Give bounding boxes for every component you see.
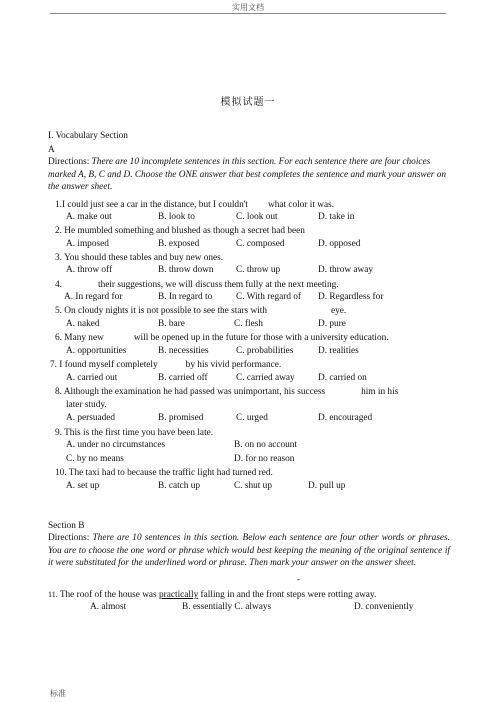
directions-a: [48, 156, 450, 194]
option[interactable]: A. carried out: [66, 373, 118, 383]
option[interactable]: C. carried away: [236, 373, 295, 383]
option[interactable]: D. for no reason: [234, 454, 295, 464]
question-7-stem-end: by his vivid performance.: [185, 360, 282, 370]
page-header: 实用文档: [232, 3, 264, 12]
option[interactable]: A. In regard for: [64, 292, 123, 302]
question-11-number: 11.: [48, 590, 58, 599]
question-8-stem: 8. Although the examination he had passed was unimportant, his success: [55, 387, 326, 397]
option[interactable]: D. opposed: [318, 239, 361, 249]
directions-text: There are 10 sentences in this section. Below each sentence are four other words or phrases. You are to choose the one word or phrase which would best keeping the meaning of the original sentence if it were substituted for the underlined word or phrase. Then mark your answer on the answer sheet.: [48, 533, 450, 568]
option[interactable]: C. probabilities: [236, 346, 294, 356]
option[interactable]: B. In regard to: [158, 292, 213, 302]
directions-label: Directions:: [48, 533, 90, 543]
option[interactable]: D. pure: [318, 319, 346, 329]
option[interactable]: B. promised: [158, 413, 204, 423]
option[interactable]: B. exposed: [158, 239, 200, 249]
page-title: 模拟试题一: [220, 97, 276, 108]
question-7: [50, 359, 281, 371]
option[interactable]: C. look out: [236, 212, 278, 222]
option[interactable]: B. throw down: [158, 265, 214, 275]
question-4: [55, 279, 339, 291]
option[interactable]: B. on no account: [234, 440, 297, 450]
option[interactable]: A. persuaded: [66, 413, 116, 423]
option[interactable]: D. conveniently: [354, 602, 414, 612]
question-11-stem: The roof of the house was: [57, 590, 159, 600]
question-8-continuation: later study.: [66, 400, 107, 410]
option[interactable]: C. by no means: [66, 454, 124, 464]
question-1-stem: 1.I could just see a car in the distance, but I couldn't: [55, 200, 248, 210]
option[interactable]: A. naked: [66, 319, 100, 329]
question-5-stem: 5. On cloudy nights it is not possible to see the stars with: [55, 306, 268, 316]
question-7-stem: 7. I found myself completely: [50, 360, 158, 370]
option[interactable]: C. throw up: [236, 265, 281, 275]
section-heading: I. Vocabulary Section: [48, 131, 128, 141]
page-footer: 标准: [50, 689, 66, 698]
option[interactable]: D. take in: [318, 212, 355, 222]
header-rule: [50, 13, 446, 14]
option[interactable]: B. necessities: [158, 346, 209, 356]
option[interactable]: C. shut up: [234, 481, 272, 491]
question-11-stem-end: falling in and the front steps were rotting away.: [198, 590, 377, 600]
subsection-label: A: [48, 145, 55, 155]
section-b-heading: Section B: [48, 521, 85, 531]
dash-mark: -: [297, 574, 300, 584]
question-5: [55, 305, 346, 317]
question-4-stem: their suggestions, we will discuss them fully at the next meeting.: [97, 280, 339, 290]
option[interactable]: B. look to: [158, 212, 195, 222]
option[interactable]: D. Regardless for: [318, 292, 384, 302]
option[interactable]: B. bare: [158, 319, 185, 329]
option[interactable]: D. throw away: [318, 265, 373, 275]
option[interactable]: B. essentially C. always: [182, 602, 272, 612]
question-9: 9. This is the first time you have been late.: [55, 428, 214, 438]
option[interactable]: D. realities: [318, 346, 359, 356]
question-1: [55, 199, 334, 211]
question-11: [48, 589, 376, 601]
option[interactable]: A. set up: [66, 481, 100, 491]
option[interactable]: B. carried off: [158, 373, 208, 383]
question-3: 3. You should these tables and buy new ones.: [55, 253, 224, 263]
option[interactable]: D. pull up: [308, 481, 346, 491]
directions-label: Directions:: [48, 157, 90, 167]
question-4-number: 4.: [55, 280, 62, 290]
underlined-word: practically: [159, 590, 199, 600]
option[interactable]: C. flesh: [234, 319, 263, 329]
question-6: [55, 332, 389, 344]
option[interactable]: D. encouraged: [318, 413, 373, 423]
option[interactable]: C. composed: [236, 239, 285, 249]
option[interactable]: C. urged: [236, 413, 268, 423]
question-10: 10. The taxi had to because the traffic light had turned red.: [55, 468, 273, 478]
question-1-stem-end: what color it was.: [267, 200, 335, 210]
question-8-stem-end: him in his: [361, 387, 399, 397]
directions-b: [48, 532, 450, 570]
question-8: [55, 386, 398, 398]
option[interactable]: A. throw off: [66, 265, 113, 275]
directions-text: There are 10 incomplete sentences in this section. For each sentence there are four choices marked A, B, C and D. Choose the ONE answer that best completes the sentence and mark your answer on the answer sheet.: [48, 157, 446, 192]
question-6-stem-end: will be opened up in the future for those with a university education.: [133, 333, 389, 343]
option[interactable]: A. imposed: [66, 239, 109, 249]
option[interactable]: A. opportunities: [66, 346, 127, 356]
option[interactable]: A. make out: [66, 212, 112, 222]
question-6-stem: 6. Many new: [55, 333, 104, 343]
question-5-stem-end: eye.: [331, 306, 347, 316]
option[interactable]: B. catch up: [158, 481, 201, 491]
option[interactable]: D. carried on: [318, 373, 367, 383]
option[interactable]: A. under no circumstances: [66, 440, 166, 450]
option[interactable]: C. With regard of: [236, 292, 302, 302]
option[interactable]: A. almost: [90, 602, 127, 612]
question-2: 2. He mumbled something and blushed as though a secret had been: [55, 226, 305, 236]
